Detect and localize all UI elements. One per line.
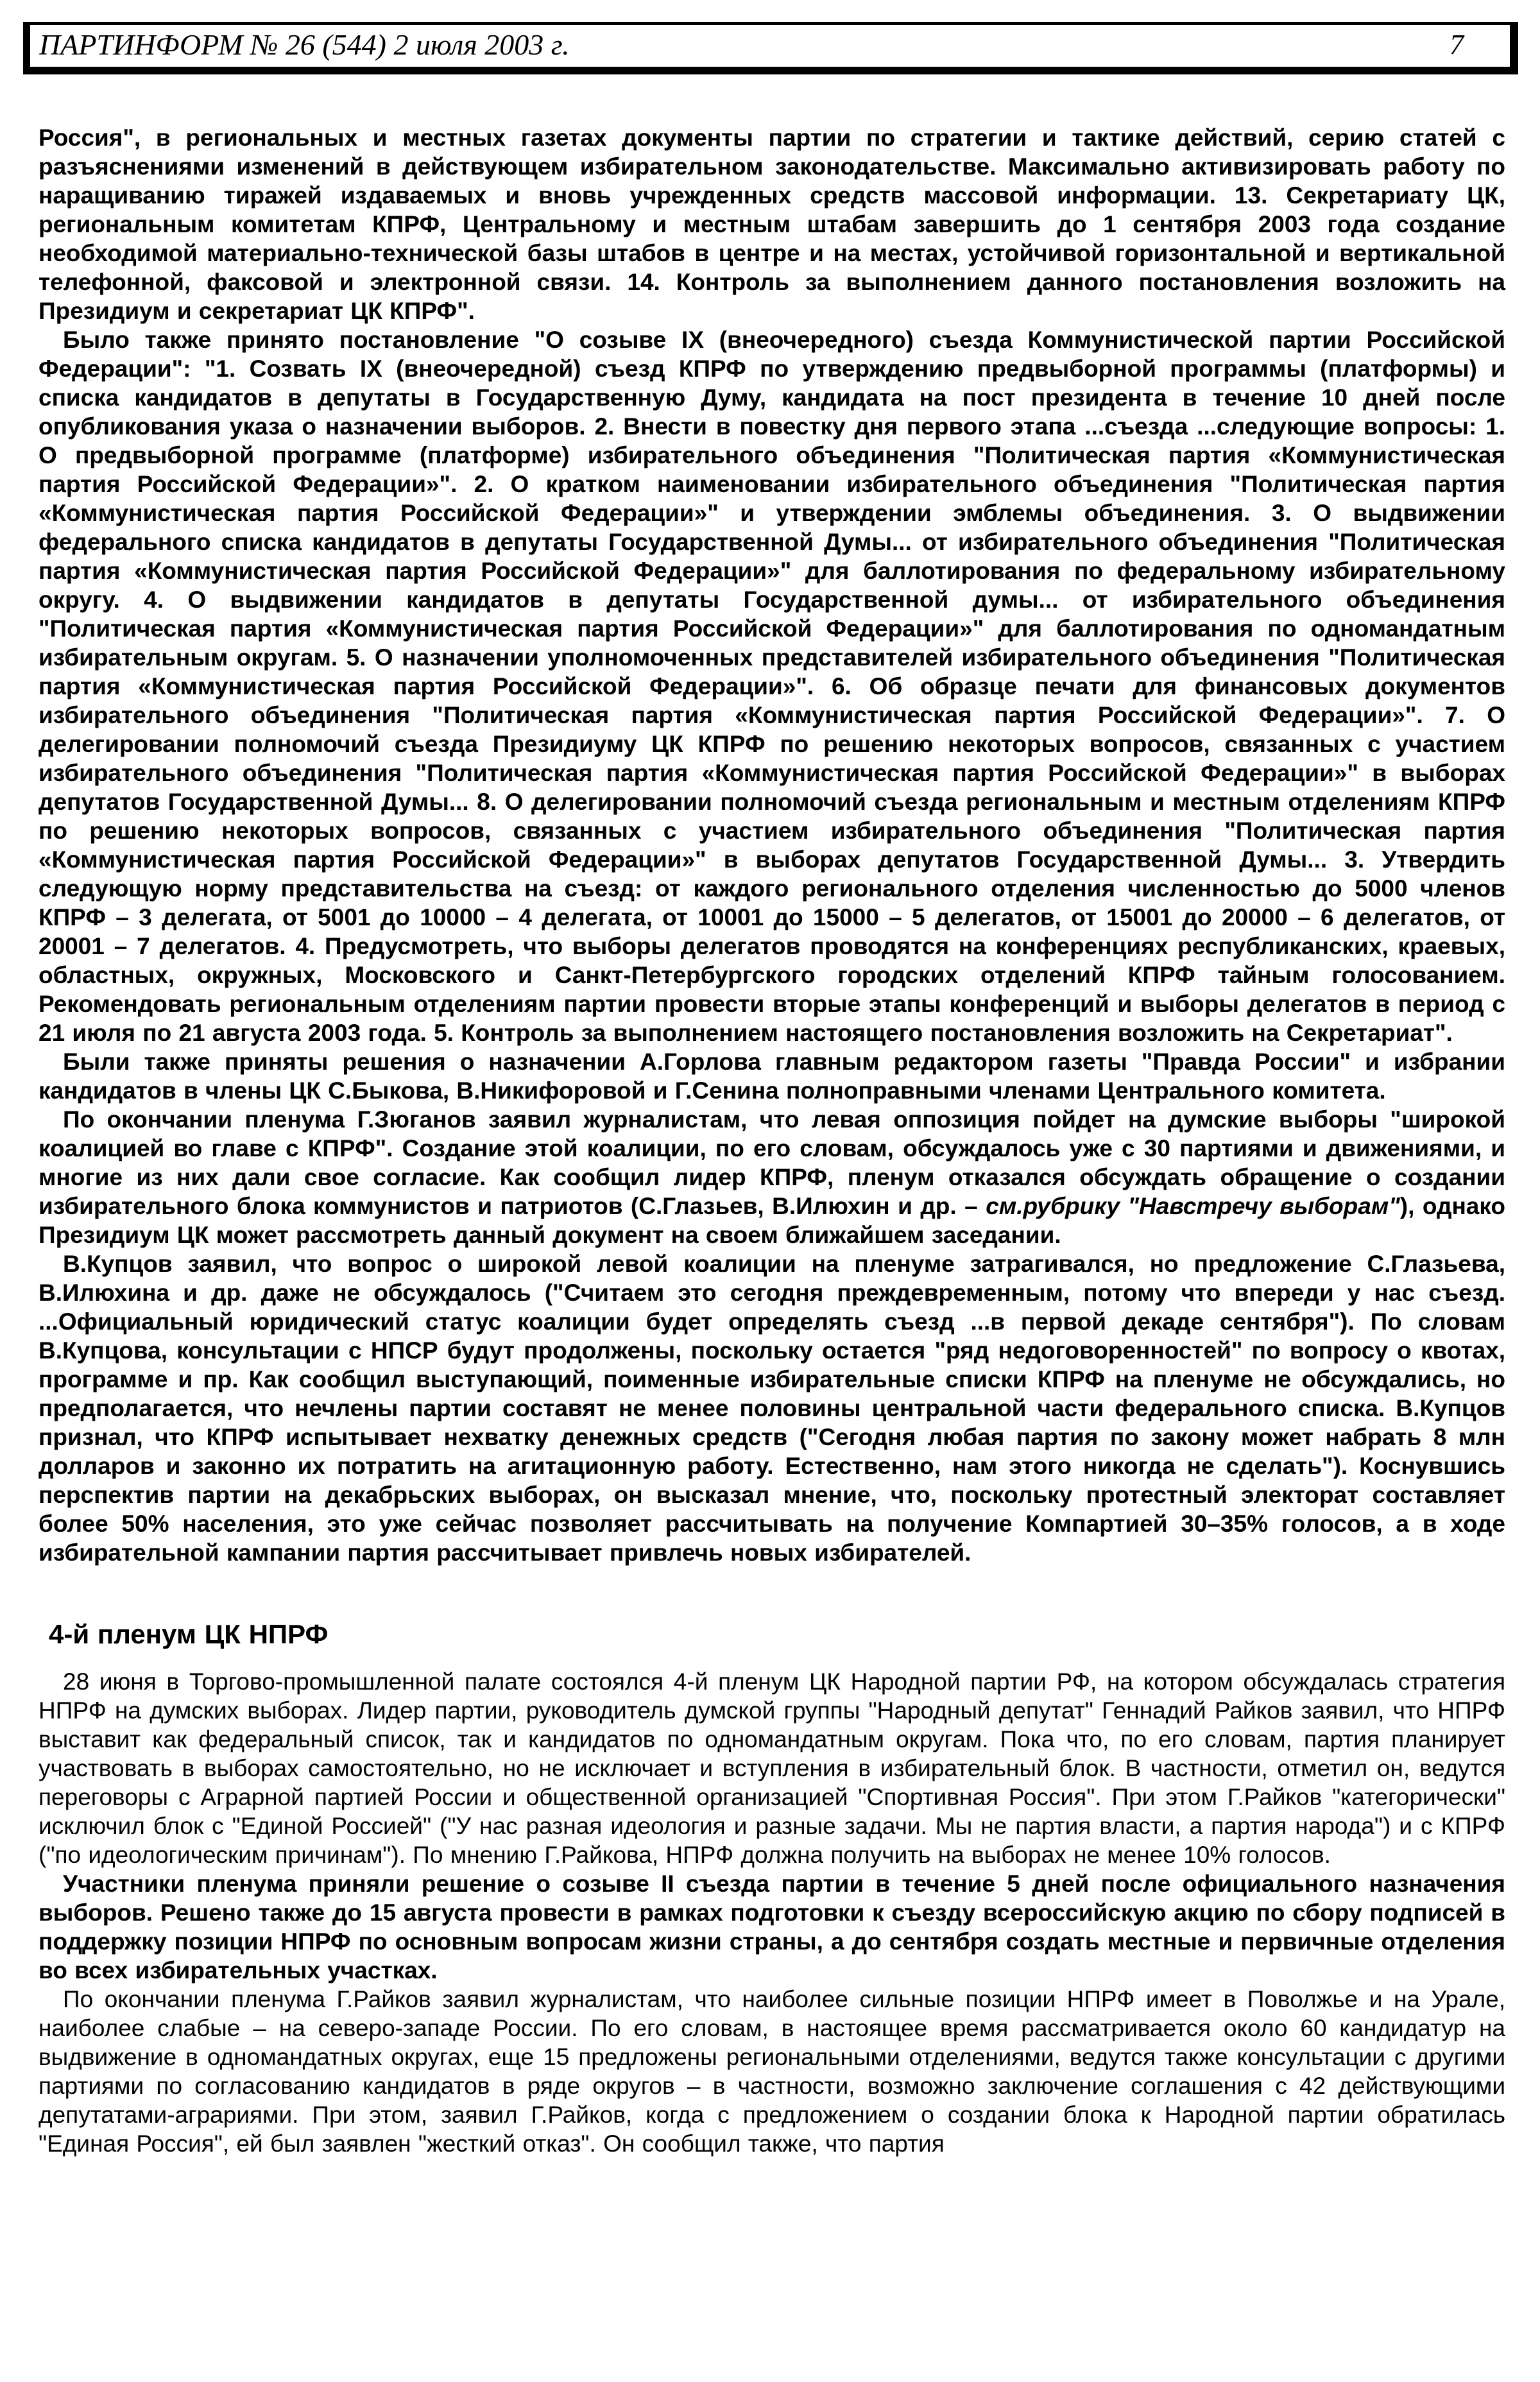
paragraph-text: По окончании пленума Г.Зюганов заявил журналистам, что левая оппозиция пойдет на думские выборы "широкой коалицией во главе с КПРФ". Создание этой коалиции, по его словам, обсуждалось уже с 30 партиями и движениями, и многие из них дали свое согласие. Как сообщил лидер КПРФ, пленум отказался обсуждать обращение о создании избирательного блока коммунистов и патриотов (С.Глазьев, В.Илюхин и др. – (38, 1106, 1505, 1219)
see-rubric-reference: см.рубрику "Навстречу выборам" (986, 1193, 1400, 1219)
paragraph-text: ), однако Президиум ЦК может рассмотреть данный документ на своем ближайшем заседании. (38, 1193, 1505, 1248)
page-header (23, 22, 1518, 74)
paragraph-kprf-appointments: Были также приняты решения о назначении А.Горлова главным редактором газеты "Правда России" и избрании кандидатов в члены ЦК С.Быкова, В.Никифоровой и Г.Сенина полноправными членами Центрального комитета. (38, 1049, 1505, 1104)
page-number: 7 (1450, 29, 1464, 60)
paragraph-kprf-continuation: Россия", в региональных и местных газетах документы партии по стратегии и тактике действий, серию статей с разъяснениями изменений в действующем избирательном законодательстве. Максимально активизировать работу по наращиванию тиражей издаваемых и вновь учрежденных средств массовой информации. 13. Секретариату ЦК, региональным комитетам КПРФ, Центральному и местным штабам завершить до 1 сентября 2003 года создание необходимой материально-технической базы штабов в центре и на местах, устойчивой горизонтальной и вертикальной телефонной, факсовой и электронной связи. 14. Контроль за выполнением данного постановления возложить на Президиум и секретариат ЦК КПРФ". (38, 124, 1505, 324)
paragraph-nprf-raikov-statement: По окончании пленума Г.Райков заявил журналистам, что наиболее сильные позиции НПРФ имеет в Поволжье и на Урале, наиболее слабые – на северо-западе России. По его словам, в настоящее время рассматривается около 60 кандидатур на выдвижение в одномандатных округах, еще 15 предложены региональными отделениями, ведутся также консультации с другими партиями по согласованию кандидатов в ряде округов – в частности, возможно заключение соглашения с 42 действующими депутатами-аграриями. При этом, заявил Г.Райков, когда с предложением о создании блока к Народной партии обратилась "Единая Россия", ей был заявлен "жесткий отказ". Он сообщил также, что партия (38, 1986, 1505, 2157)
paragraph-kprf-congress-resolution: Было также принято постановление "О созыве IX (внеочередного) съезда Коммунистической партии Российской Федерации": "1. Созвать IX (внеочередной) съезд КПРФ по утверждению предвыборной программы (платформы) и списка кандидатов в депутаты в Государственную Думу, кандидата на пост президента в течение 10 дней после опубликования указа о назначении выборов. 2. Внести в повестку дня первого этапа ...съезда ...следующие вопросы: 1. О предвыборной программе (платформе) избирательного объединения "Политическая партия «Коммунистическая партия Российской Федерации»". 2. О кратком наименовании избирательного объединения "Политическая партия «Коммунистическая партия Российской Федерации»" и утверждении эмблемы объединения. 3. О выдвижении федерального списка кандидатов в депутаты Государственной Думы... от избирательного объединения "Политическая партия «Коммунистическая партия Российской Федерации»" для баллотирования по федеральному избирательному округу. 4. О выдвижении кандидатов в депутаты Государственной думы... от избирательного объединения "Политическая партия «Коммунистическая партия Российской Федерации»" для баллотирования по одномандатным избирательным округам. 5. О назначении уполномоченных представителей избирательного объединения "Политическая партия «Коммунистическая партия Российской Федерации»". 6. Об образце печати для финансовых документов избирательного объединения "Политическая партия «Коммунистическая партия Российской Федерации»". 7. О делегировании полномочий съезда Президиуму ЦК КПРФ по решению некоторых вопросов, связанных с участием избирательного объединения "Политическая партия «Коммунистическая партия Российской Федерации»" в выборах депутатов Государственной Думы... 8. О делегировании полномочий съезда региональным и местным отделениям КПРФ по решению некоторых вопросов, связанных с участием избирательного объединения "Политическая партия «Коммунистическая партия Российской Федерации»" в выборах депутатов Государственной Думы... 3. Утвердить следующую норму представительства на съезд: от каждого регионального отделения численностью до 5000 членов КПРФ – 3 делегата, от 5001 до 10000 – 4 делегата, от 10001 до 15000 – 5 делегатов, от 15001 до 20000 – 6 делегатов, от 20001 – 7 делегатов. 4. Предусмотреть, что выборы делегатов проводятся на конференциях республиканских, краевых, областных, окружных, Московского и Санкт-Петербургского городских отделений КПРФ тайным голосованием. Рекомендовать региональным отделениям партии провести вторые этапы конференций и выборы делегатов в период с 21 июля по 21 августа 2003 года. 5. Контроль за выполнением настоящего постановления возложить на Секретариат". (38, 327, 1505, 1046)
paragraph-nprf-congress-decision: Участники пленума приняли решение о созыве II съезда партии в течение 5 дней после официального назначения выборов. Решено также до 15 августа провести в рамках подготовки к съезду всероссийскую акцию по сбору подписей в поддержку позиции НПРФ по основным вопросам жизни страны, а до сентября создать местные и первичные отделения во всех избирательных участках. (38, 1871, 1505, 1984)
section-heading-nprf-plenum: 4-й пленум ЦК НПРФ (49, 1619, 329, 1649)
newsletter-title: ПАРТИНФОРМ № 26 (544) 2 июля 2003 г. (39, 28, 570, 61)
paragraph-nprf-plenum-report: 28 июня в Торгово-промышленной палате состоялся 4-й пленум ЦК Народной партии РФ, на котором обсуждалась стратегия НПРФ на думских выборах. Лидер партии, руководитель думской группы "Народный депутат" Геннадий Райков заявил, что НПРФ выставит как федеральный список, так и кандидатов по одномандатным округам. Пока что, по его словам, партия планирует участвовать в выборах самостоятельно, но не исключает и вступления в избирательный блок. В частности, отметил он, ведутся переговоры с Аграрной партией России и общественной организацией "Спортивная Россия". При этом Г.Райков "категорически" исключил блок с "Единой Россией" ("У нас разная идеология и разные задачи. Мы не партия власти, а партия народа") и с КПРФ ("по идеологическим причинам"). По мнению Г.Райкова, НПРФ должна получить на выборах не менее 10% голосов. (38, 1668, 1505, 1868)
article-body (38, 123, 1505, 2158)
paragraph-kprf-zyuganov-statement (38, 1105, 1505, 1249)
paragraph-kprf-kuptsov-statement: В.Купцов заявил, что вопрос о широкой левой коалиции на пленуме затрагивался, но предложение С.Глазьева, В.Илюхина и др. даже не обсуждалось ("Считаем это сегодня преждевременным, потому что впереди у нас съезд. ...Официальный юридический статус коалиции будет определять съезд ...в первой декаде сентября"). По словам В.Купцова, консультации с НПСР будут продолжены, поскольку остается "ряд недоговоренностей" по вопросу о квотах, программе и пр. Как сообщил выступающий, поименные избирательные списки КПРФ на пленуме не обсуждались, но предполагается, что нечлены партии составят не менее половины центральной части федерального списка. В.Купцов признал, что КПРФ испытывает нехватку денежных средств ("Сегодня любая партия по закону может набрать 8 млн долларов и законно их потратить на агитационную работу. Естественно, нам этого никогда не сделать"). Коснувшись перспектив партии на декабрьских выборах, он высказал мнение, что, поскольку протестный электорат составляет более 50% населения, это уже сейчас позволяет рассчитывать на получение Компартией 30–35% голосов, а в ходе избирательной кампании партия рассчитывает привлечь новых избирателей. (38, 1251, 1505, 1566)
